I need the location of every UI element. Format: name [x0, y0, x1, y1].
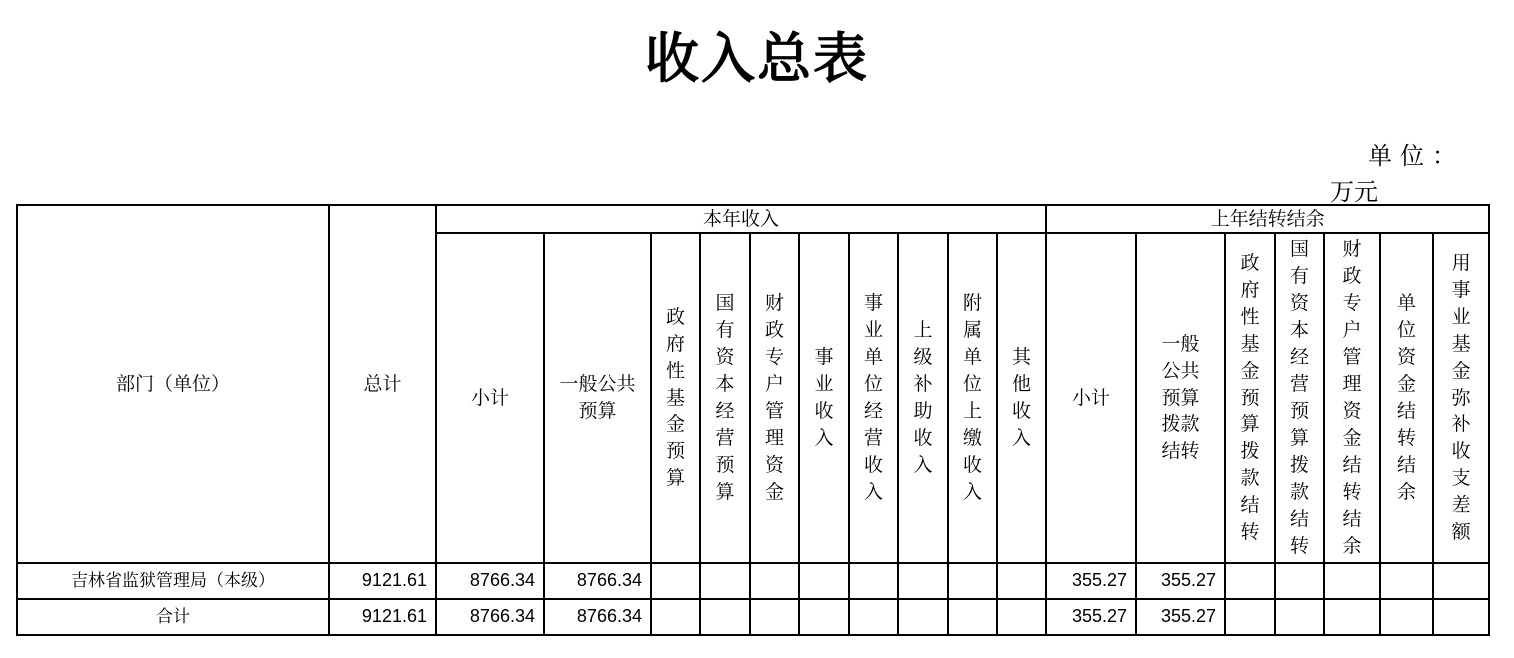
cell	[849, 563, 898, 599]
header-cy-general-budget: 一般公共预算	[544, 233, 651, 563]
row-total: 9121.61	[329, 599, 436, 635]
cell	[1433, 599, 1489, 635]
row-total: 9121.61	[329, 563, 436, 599]
cell	[750, 599, 799, 635]
header-py-unit-funds: 单位资金结转结余	[1380, 233, 1433, 563]
cell	[997, 563, 1046, 599]
cell	[1380, 599, 1433, 635]
cell	[1275, 563, 1324, 599]
page-title: 收入总表	[645, 26, 869, 90]
cell	[849, 599, 898, 635]
cell: 355.27	[1046, 599, 1136, 635]
header-total: 总计	[329, 205, 436, 563]
header-cy-state-capital: 国有资本经营预算	[700, 233, 750, 563]
header-cy-other: 其他收入	[997, 233, 1046, 563]
unit-label: 单位：	[1368, 142, 1464, 170]
income-summary-table	[16, 204, 1490, 636]
header-cy-affiliated: 附属单位上缴收入	[948, 233, 997, 563]
cell: 355.27	[1136, 599, 1225, 635]
cell: 8766.34	[544, 563, 651, 599]
cell	[898, 563, 948, 599]
header-cy-fiscal-account: 财政专户管理资金	[750, 233, 799, 563]
row-name: 合计	[17, 599, 329, 635]
header-py-general-budget: 一般公共预算拨款结转	[1136, 233, 1225, 563]
row-name: 吉林省监狱管理局（本级）	[17, 563, 329, 599]
cell	[750, 563, 799, 599]
header-current-year: 本年收入	[436, 205, 1046, 233]
cell	[898, 599, 948, 635]
table-row	[17, 599, 1489, 635]
unit-value: 万元	[1330, 178, 1378, 206]
header-cy-higher-subsidy: 上级补助收入	[898, 233, 948, 563]
cell	[1225, 599, 1275, 635]
cell	[997, 599, 1046, 635]
cell	[948, 563, 997, 599]
cell	[651, 563, 700, 599]
cell: 355.27	[1046, 563, 1136, 599]
cell	[1225, 563, 1275, 599]
cell	[1324, 563, 1380, 599]
cell	[700, 563, 750, 599]
cell: 355.27	[1136, 563, 1225, 599]
table-row	[17, 563, 1489, 599]
header-py-state-capital: 国有资本经营预算拨款结转	[1275, 233, 1324, 563]
header-cy-subtotal: 小计	[436, 233, 544, 563]
header-dept: 部门（单位）	[17, 205, 329, 563]
cell: 8766.34	[544, 599, 651, 635]
cell	[799, 599, 849, 635]
cell	[1324, 599, 1380, 635]
header-py-business-fund: 用事业基金弥补收支差额	[1433, 233, 1489, 563]
header-prior-year: 上年结转结余	[1046, 205, 1489, 233]
cell: 8766.34	[436, 599, 544, 635]
header-py-subtotal: 小计	[1046, 233, 1136, 563]
header-py-fiscal-account: 财政专户管理资金结转结余	[1324, 233, 1380, 563]
cell	[799, 563, 849, 599]
header-cy-operating-income: 事业单位经营收入	[849, 233, 898, 563]
header-cy-business-income: 事业收入	[799, 233, 849, 563]
cell	[700, 599, 750, 635]
header-py-gov-fund: 政府性基金预算拨款结转	[1225, 233, 1275, 563]
cell	[948, 599, 997, 635]
cell	[1275, 599, 1324, 635]
header-cy-gov-fund: 政府性基金预算	[651, 233, 700, 563]
cell	[1380, 563, 1433, 599]
cell	[651, 599, 700, 635]
cell: 8766.34	[436, 563, 544, 599]
cell	[1433, 563, 1489, 599]
